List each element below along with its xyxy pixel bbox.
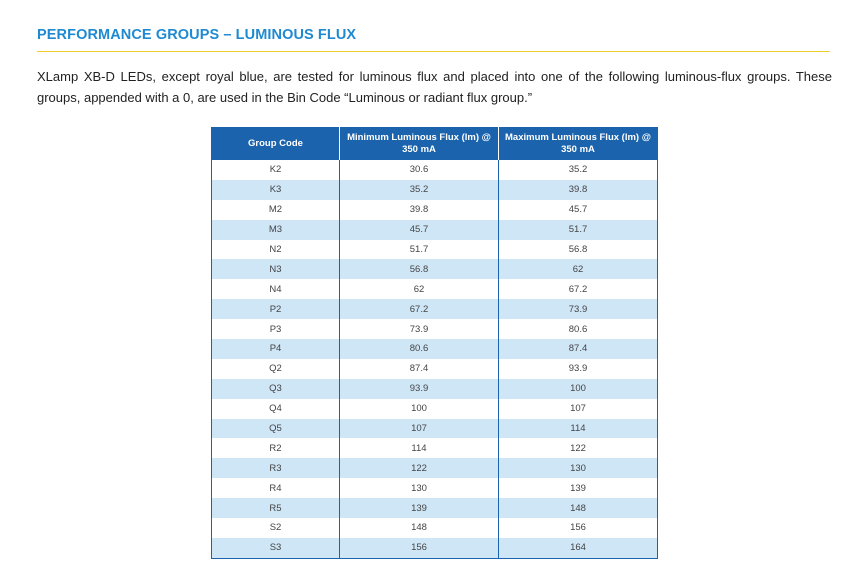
cell-min-flux: 35.2: [340, 180, 499, 200]
cell-group-code: S3: [212, 538, 340, 558]
cell-group-code: N2: [212, 240, 340, 260]
table-row: [212, 518, 658, 538]
cell-max-flux: 107: [499, 399, 658, 419]
cell-group-code: R3: [212, 458, 340, 478]
cell-min-flux: 45.7: [340, 220, 499, 240]
cell-group-code: M3: [212, 220, 340, 240]
cell-max-flux: 45.7: [499, 200, 658, 220]
cell-max-flux: 139: [499, 478, 658, 498]
cell-min-flux: 148: [340, 518, 499, 538]
cell-max-flux: 148: [499, 498, 658, 518]
flux-groups-table: [211, 127, 658, 559]
cell-min-flux: 114: [340, 438, 499, 458]
column-header-min-flux: Minimum Luminous Flux (lm) @ 350 mA: [340, 127, 499, 160]
cell-max-flux: 156: [499, 518, 658, 538]
cell-min-flux: 139: [340, 498, 499, 518]
column-header-max-flux: Maximum Luminous Flux (lm) @ 350 mA: [499, 127, 658, 160]
table-row: [212, 458, 658, 478]
cell-group-code: Q2: [212, 359, 340, 379]
cell-min-flux: 80.6: [340, 339, 499, 359]
cell-max-flux: 67.2: [499, 279, 658, 299]
cell-min-flux: 122: [340, 458, 499, 478]
column-header-group-code: Group Code: [212, 127, 340, 160]
cell-max-flux: 62: [499, 259, 658, 279]
table-row: [212, 299, 658, 319]
cell-max-flux: 130: [499, 458, 658, 478]
intro-paragraph: XLamp XB-D LEDs, except royal blue, are tested for luminous flux and placed into one of the following luminous-flux groups. These groups, appended with a 0, are used in the Bin Code “Luminous or radiant flux group.”: [37, 69, 832, 105]
cell-group-code: P2: [212, 299, 340, 319]
cell-group-code: R4: [212, 478, 340, 498]
table-row: [212, 419, 658, 439]
cell-max-flux: 35.2: [499, 160, 658, 180]
cell-max-flux: 39.8: [499, 180, 658, 200]
heading-divider: [37, 51, 830, 52]
table-row: [212, 538, 658, 558]
table-row: [212, 279, 658, 299]
cell-min-flux: 93.9: [340, 379, 499, 399]
cell-group-code: Q5: [212, 419, 340, 439]
cell-group-code: K2: [212, 160, 340, 180]
table-row: [212, 259, 658, 279]
table-row: [212, 240, 658, 260]
cell-min-flux: 39.8: [340, 200, 499, 220]
cell-group-code: N3: [212, 259, 340, 279]
cell-min-flux: 156: [340, 538, 499, 558]
section-heading: PERFORMANCE GROUPS – LUMINOUS FLUX: [37, 27, 357, 43]
table-row: [212, 379, 658, 399]
table-header-row: [212, 127, 658, 160]
cell-min-flux: 73.9: [340, 319, 499, 339]
cell-max-flux: 56.8: [499, 240, 658, 260]
cell-group-code: R2: [212, 438, 340, 458]
table-row: [212, 438, 658, 458]
table-row: [212, 478, 658, 498]
table-header: [212, 127, 658, 160]
cell-group-code: S2: [212, 518, 340, 538]
cell-min-flux: 107: [340, 419, 499, 439]
table-row: [212, 180, 658, 200]
table-row: [212, 319, 658, 339]
table-row: [212, 359, 658, 379]
cell-min-flux: 30.6: [340, 160, 499, 180]
cell-max-flux: 100: [499, 379, 658, 399]
flux-groups-table-container: [211, 127, 657, 559]
table-row: [212, 200, 658, 220]
cell-group-code: K3: [212, 180, 340, 200]
cell-max-flux: 87.4: [499, 339, 658, 359]
cell-group-code: N4: [212, 279, 340, 299]
cell-max-flux: 73.9: [499, 299, 658, 319]
cell-min-flux: 51.7: [340, 240, 499, 260]
cell-min-flux: 67.2: [340, 299, 499, 319]
table-row: [212, 220, 658, 240]
cell-group-code: R5: [212, 498, 340, 518]
cell-max-flux: 164: [499, 538, 658, 558]
cell-max-flux: 80.6: [499, 319, 658, 339]
cell-max-flux: 93.9: [499, 359, 658, 379]
table-row: [212, 160, 658, 180]
table-row: [212, 399, 658, 419]
cell-group-code: P3: [212, 319, 340, 339]
cell-min-flux: 56.8: [340, 259, 499, 279]
cell-min-flux: 87.4: [340, 359, 499, 379]
cell-group-code: M2: [212, 200, 340, 220]
cell-max-flux: 122: [499, 438, 658, 458]
cell-group-code: P4: [212, 339, 340, 359]
table-row: [212, 339, 658, 359]
cell-max-flux: 114: [499, 419, 658, 439]
cell-min-flux: 62: [340, 279, 499, 299]
cell-group-code: Q4: [212, 399, 340, 419]
cell-max-flux: 51.7: [499, 220, 658, 240]
cell-min-flux: 130: [340, 478, 499, 498]
table-body: [212, 160, 658, 558]
cell-group-code: Q3: [212, 379, 340, 399]
table-row: [212, 498, 658, 518]
cell-min-flux: 100: [340, 399, 499, 419]
